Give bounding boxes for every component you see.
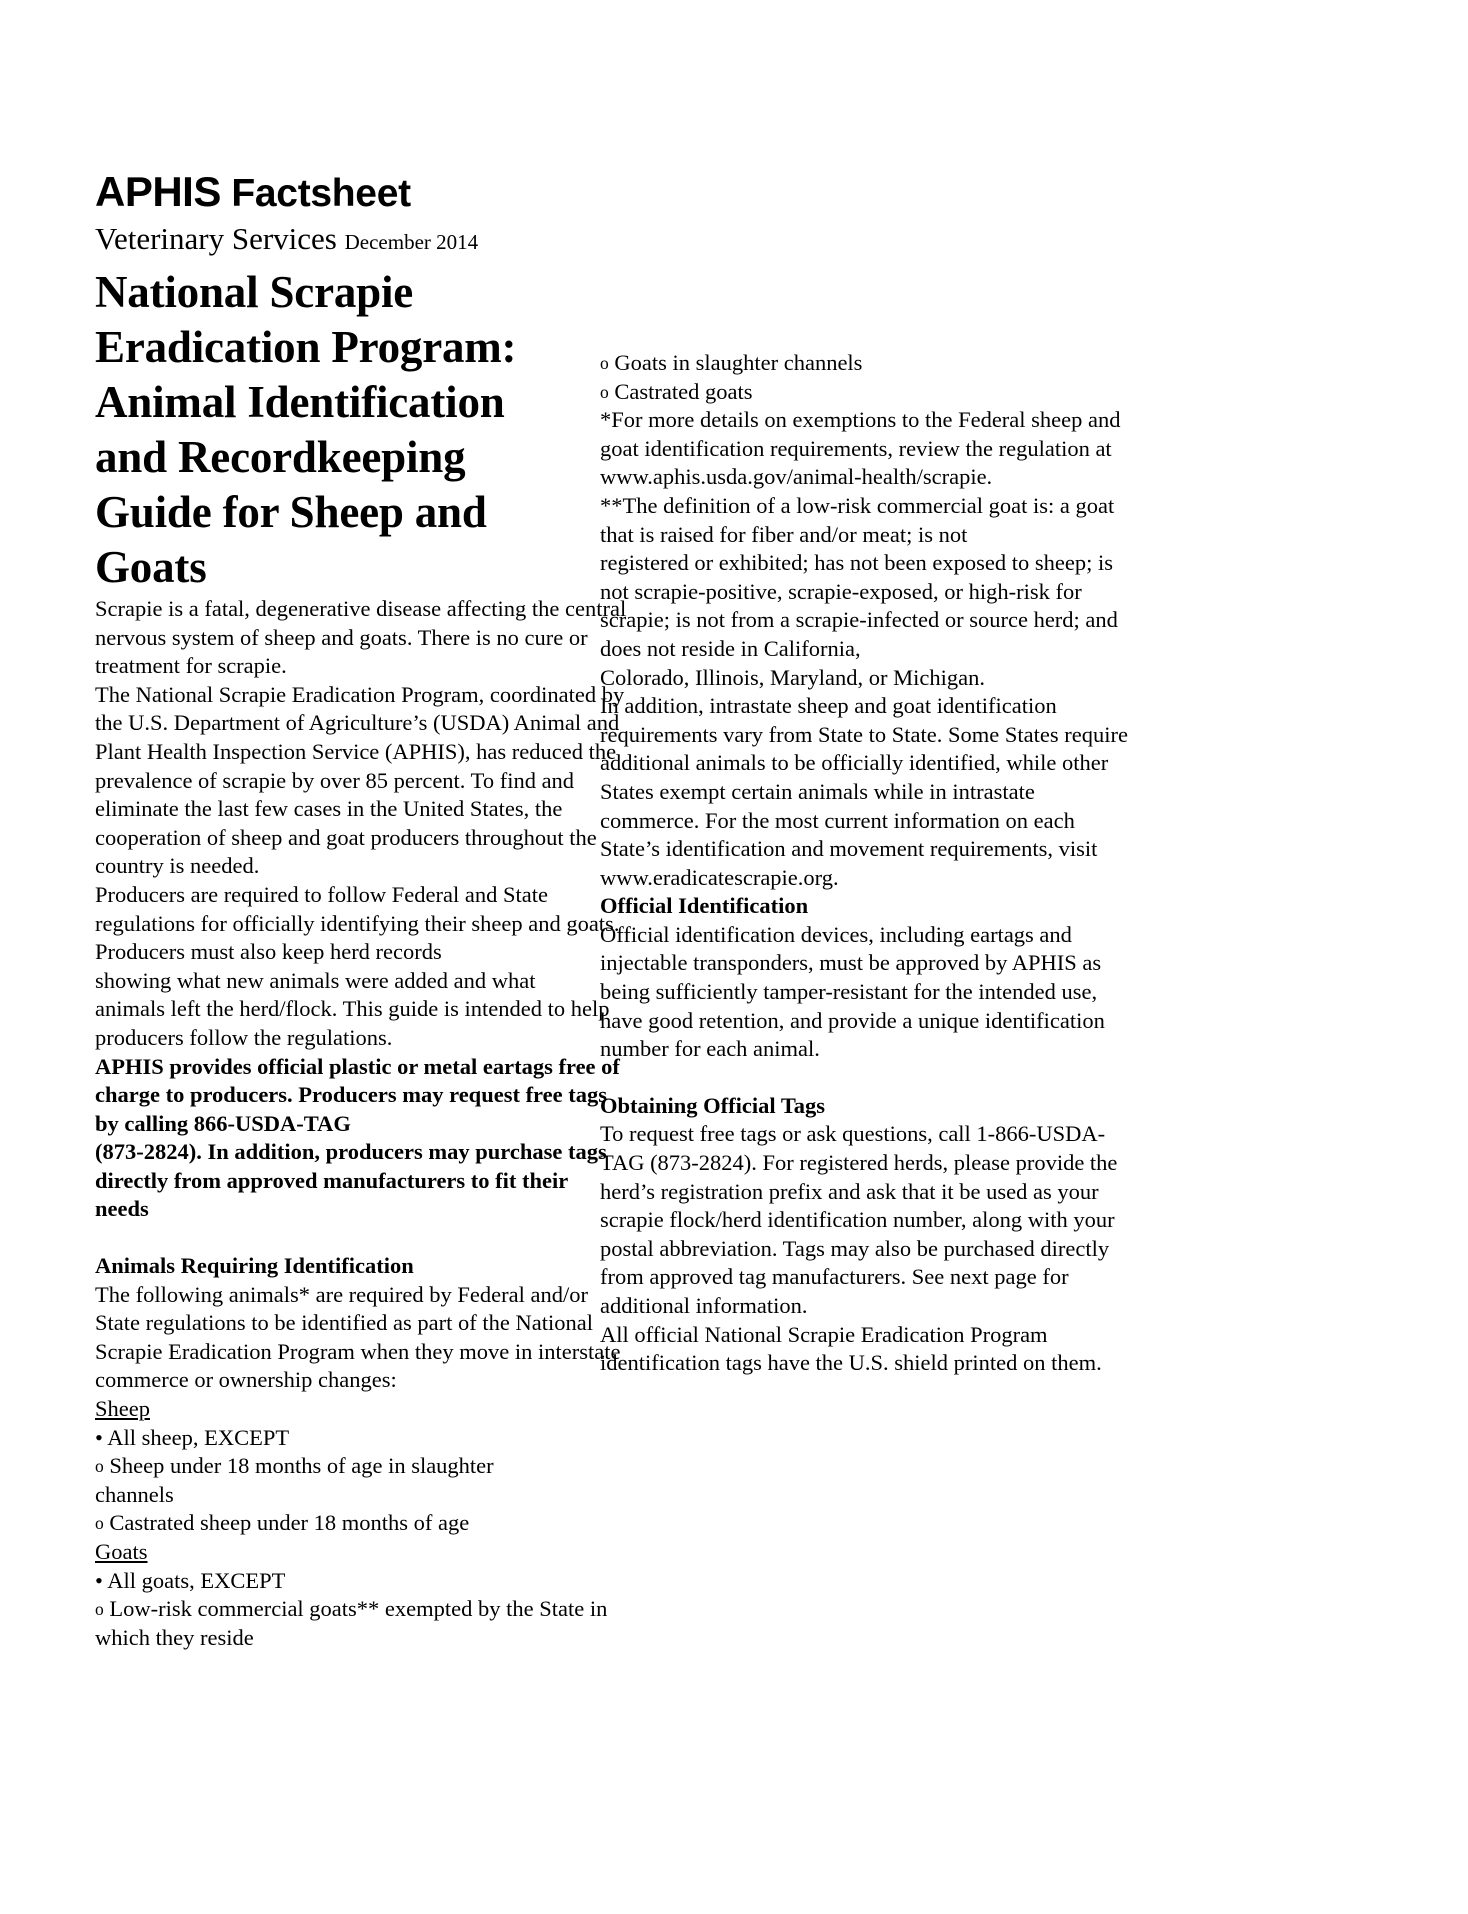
text-line: Plant Health Inspection Service (APHIS), has reduced the <box>95 738 617 764</box>
factsheet-word: Factsheet <box>220 172 411 215</box>
sub-bullet-marker: o <box>95 1599 104 1620</box>
goats-exemptions-continued <box>600 349 1080 406</box>
paragraph-official-identification <box>600 921 1105 1064</box>
title-line: Eradication Program: <box>95 322 517 372</box>
sub-bullet-marker: o <box>600 381 609 402</box>
text-line: needs <box>95 1196 149 1222</box>
sheep-label-text: Sheep <box>95 1396 150 1422</box>
text-line: have good retention, and provide a unique identification <box>600 1007 1105 1033</box>
text-line: www.aphis.usda.gov/animal-health/scrapie. <box>600 464 993 490</box>
list-item-text: Goats in slaughter channels <box>614 350 863 375</box>
publication-date: December 2014 <box>344 230 479 254</box>
text-line: that is raised for fiber and/or meat; is not <box>600 521 968 547</box>
text-line: being sufficiently tamper-resistant for the intended use, <box>600 979 1098 1005</box>
text-line: additional information. <box>600 1293 808 1318</box>
text-line: animals left the herd/flock. This guide is intended to help <box>95 996 610 1022</box>
left-column <box>95 265 627 1652</box>
veterinary-services-line <box>95 220 675 261</box>
title-line: and Recordkeeping <box>95 432 466 482</box>
aphis-factsheet-title <box>95 168 675 218</box>
title-line: National Scrapie <box>95 267 414 317</box>
paragraph-following-animals <box>95 1281 621 1395</box>
text-line: by calling 866-USDA-TAG <box>95 1110 351 1136</box>
text-line: The National Scrapie Eradication Program, coordinated by <box>95 681 625 707</box>
list-item: • All sheep, EXCEPT <box>95 1424 290 1450</box>
page-content <box>95 168 1380 1650</box>
text-line: regulations for officially identifying their sheep and goats. <box>95 910 620 936</box>
text-line: eliminate the last few cases in the United States, the <box>95 796 563 822</box>
text-line: registered or exhibited; has not been exposed to sheep; is <box>600 550 1113 576</box>
text-line: States exempt certain animals while in intrastate <box>600 778 1035 804</box>
sheep-label <box>95 1395 575 1424</box>
goats-label-text: Goats <box>95 1539 148 1564</box>
text-line: All official National Scrapie Eradication Program <box>600 1321 1048 1347</box>
text-line: State’s identification and movement requirements, visit <box>600 836 1098 862</box>
text-line: producers follow the regulations. <box>95 1024 393 1050</box>
list-item: • All goats, EXCEPT <box>95 1567 286 1593</box>
text-line: State regulations to be identified as part of the National <box>95 1310 593 1336</box>
paragraph-program <box>95 681 625 881</box>
text-line: charge to producers. Producers may request free tags <box>95 1082 607 1108</box>
text-line: number for each animal. <box>600 1036 820 1062</box>
list-item <box>600 349 1080 378</box>
text-line: directly from approved manufacturers to fit their <box>95 1167 569 1193</box>
text-line: APHIS provides official plastic or metal eartags free of <box>95 1053 620 1079</box>
text-line: requirements vary from State to State. Some States require <box>600 721 1128 747</box>
text-line: In addition, intrastate sheep and goat identification <box>600 693 1057 719</box>
paragraph-producers <box>95 881 620 1053</box>
spacer <box>600 1064 1080 1092</box>
footnote-double-asterisk <box>600 492 1118 692</box>
text-line: Producers are required to follow Federal and State <box>95 881 548 907</box>
list-item <box>95 1452 575 1481</box>
text-line: the U.S. Department of Agriculture’s (USDA) Animal and <box>95 710 620 736</box>
text-line: prevalence of scrapie by over 85 percent. To find and <box>95 767 575 793</box>
list-item-text: Sheep under 18 months of age in slaughter <box>109 1453 494 1479</box>
text-line: nervous system of sheep and goats. There is no cure or <box>95 624 588 650</box>
text-line: **The definition of a low-risk commercial goat is: a goat <box>600 492 1115 518</box>
paragraph-free-eartags <box>95 1053 620 1225</box>
paragraph-us-shield <box>600 1321 1102 1378</box>
list-item <box>95 1509 575 1538</box>
text-line: commerce. For the most current information on each <box>600 807 1075 833</box>
text-line: additional animals to be officially identified, while other <box>600 750 1109 776</box>
page-title <box>95 265 575 595</box>
text-line: treatment for scrapie. <box>95 653 287 679</box>
text-line: To request free tags or ask questions, call 1-866-USDA- <box>600 1121 1106 1147</box>
aphis-wordmark: APHIS <box>95 168 221 215</box>
text-line: TAG (873-2824). For registered herds, please provide the <box>600 1150 1118 1176</box>
paragraph-obtaining-tags <box>600 1120 1118 1320</box>
list-item-continuation: channels <box>95 1481 174 1507</box>
list-item-continuation: which they reside <box>95 1624 254 1650</box>
goats-section <box>95 1538 608 1652</box>
list-item-text: Castrated goats <box>614 378 753 404</box>
sub-bullet-marker: o <box>95 1456 104 1477</box>
text-line: commerce or ownership changes: <box>95 1367 397 1393</box>
title-line: Animal Identification <box>95 377 505 427</box>
text-line: www.eradicatescrapie.org. <box>600 864 839 890</box>
text-line: Scrapie is a fatal, degenerative disease affecting the central <box>95 596 627 621</box>
footnote-single-asterisk <box>600 406 1121 492</box>
right-column-inner <box>600 349 1128 1378</box>
paragraph-intrastate-requirements <box>600 692 1128 892</box>
text-line: The following animals* are required by Federal and/or <box>95 1281 588 1307</box>
goats-label <box>95 1538 575 1567</box>
text-line: injectable transponders, must be approved by APHIS as <box>600 950 1102 976</box>
text-line: Official identification devices, including eartags and <box>600 921 1072 947</box>
text-line: identification tags have the U.S. shield printed on them. <box>600 1350 1102 1376</box>
heading-official-identification: Official Identification <box>600 893 809 919</box>
text-line: goat identification requirements, review the regulation at <box>600 435 1112 461</box>
text-line: (873-2824). In addition, producers may purchase tags <box>95 1139 607 1165</box>
sub-bullet-marker: o <box>600 353 609 373</box>
sub-bullet-marker: o <box>95 1513 104 1534</box>
list-item-text: Low-risk commercial goats** exempted by the State in <box>109 1596 608 1622</box>
text-line: Producers must also keep herd records <box>95 939 442 965</box>
list-item-text: Castrated sheep under 18 months of age <box>109 1510 470 1536</box>
text-line: Colorado, Illinois, Maryland, or Michigan. <box>600 664 985 690</box>
text-line: does not reside in California, <box>600 635 861 661</box>
title-line: Guide for Sheep and <box>95 487 487 537</box>
paragraph-intro <box>95 595 627 681</box>
text-line: Scrapie Eradication Program when they move in interstate <box>95 1338 621 1364</box>
masthead <box>95 168 675 261</box>
text-line: *For more details on exemptions to the Federal sheep and <box>600 407 1121 433</box>
text-line: showing what new animals were added and what <box>95 967 536 993</box>
sheep-section <box>95 1395 575 1538</box>
list-item <box>600 378 1080 407</box>
heading-animals-requiring-identification: Animals Requiring Identification <box>95 1253 414 1279</box>
program-name: Veterinary Services <box>95 221 337 256</box>
list-item <box>95 1595 608 1624</box>
text-line: herd’s registration prefix and ask that it be used as your <box>600 1178 1099 1204</box>
text-line: postal abbreviation. Tags may also be purchased directly <box>600 1235 1110 1261</box>
text-line: scrapie; is not from a scrapie-infected or source herd; and <box>600 607 1118 633</box>
text-line: cooperation of sheep and goat producers throughout the <box>95 824 597 850</box>
spacer <box>95 1224 575 1252</box>
heading-obtaining-official-tags: Obtaining Official Tags <box>600 1092 826 1118</box>
text-line: scrapie flock/herd identification number, along with your <box>600 1207 1115 1233</box>
title-line: Goats <box>95 542 207 592</box>
right-column <box>600 265 1128 1376</box>
text-line: not scrapie-positive, scrapie-exposed, or high-risk for <box>600 578 1082 604</box>
text-line: country is needed. <box>95 853 260 879</box>
text-line: from approved tag manufacturers. See next page for <box>600 1264 1069 1290</box>
